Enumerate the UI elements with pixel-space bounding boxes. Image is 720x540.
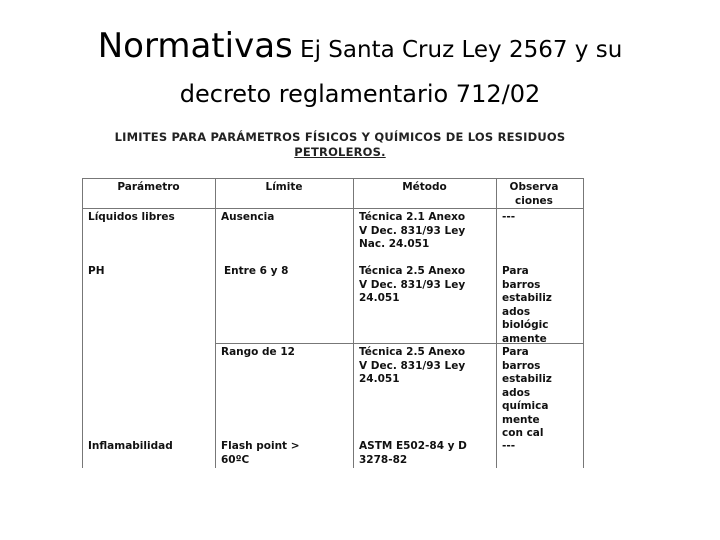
col-header-observaciones: Observa ciones — [509, 181, 559, 207]
table-divider — [496, 178, 497, 468]
row4-limite: Flash point > 60ºC — [221, 440, 300, 466]
row3-metodo: Técnica 2.5 Anexo V Dec. 831/93 Ley 24.051 — [359, 346, 466, 385]
document-heading — [80, 130, 600, 160]
table-border-right — [583, 178, 584, 468]
col-header-parametro: Parámetro — [117, 181, 180, 193]
document-heading-line2: PETROLEROS. — [294, 145, 386, 159]
row1-parametro: Líquidos libres — [88, 211, 175, 223]
row2-limite: Entre 6 y 8 — [224, 265, 289, 277]
table-divider — [215, 178, 216, 468]
row1-metodo: Técnica 2.1 Anexo V Dec. 831/93 Ley Nac. 24.051 — [359, 211, 466, 250]
col-header-metodo: Método — [402, 181, 447, 193]
table-border-top — [82, 178, 584, 179]
table-header-rule — [82, 208, 584, 209]
document-heading-line1: LIMITES PARA PARÁMETROS FÍSICOS Y QUÍMICOS DE LOS RESIDUOS — [114, 130, 566, 144]
row2-metodo: Técnica 2.5 Anexo V Dec. 831/93 Ley 24.051 — [359, 265, 466, 304]
slide-title-main: Normativas — [97, 26, 293, 66]
slide-title-line2: decreto reglamentario 712/02 — [179, 80, 541, 108]
slide-title-line1 — [0, 26, 720, 66]
limits-table — [82, 178, 584, 468]
row4-parametro: Inflamabilidad — [88, 440, 173, 452]
row3-observaciones: Para barros estabiliz ados química mente con cal — [502, 346, 552, 439]
row1-observaciones: --- — [502, 211, 516, 223]
row4-observaciones: --- — [502, 440, 516, 452]
row2-observaciones: Para barros estabiliz ados biológic amente — [502, 265, 552, 345]
row2-parametro: PH — [88, 265, 105, 277]
col-header-limite: Límite — [265, 181, 303, 193]
row3-limite: Rango de 12 — [221, 346, 295, 358]
row1-limite: Ausencia — [221, 211, 275, 223]
row4-metodo: ASTM E502-84 y D 3278-82 — [359, 440, 467, 466]
table-divider — [353, 178, 354, 468]
slide-title-rest: Ej Santa Cruz Ley 2567 y su — [292, 37, 623, 63]
table-border-left — [82, 178, 83, 468]
